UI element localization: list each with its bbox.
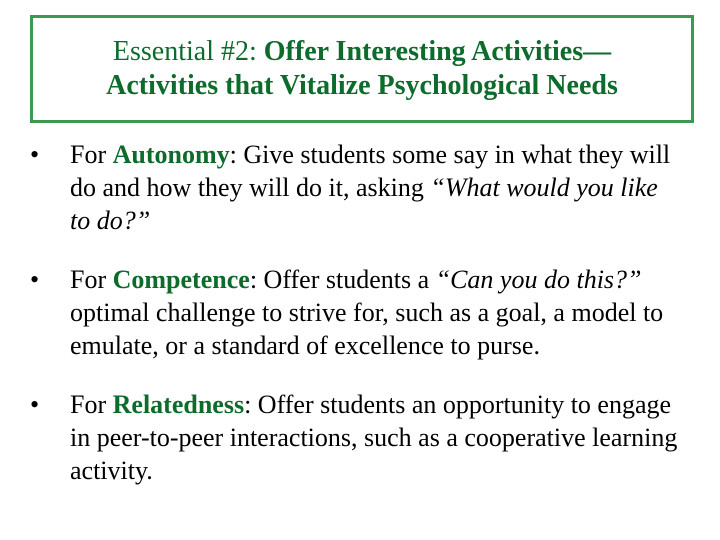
bullet-quote: “Can you do this?” [435,265,642,294]
bullet-quote: “What would you like to do?” [70,173,658,235]
bullet-text: : Offer students a [249,265,436,294]
bullet-dot-icon: • [30,265,40,294]
bullet-lead: For [70,140,113,169]
title-prefix: Essential #2: [112,36,264,67]
title-bold-line-1: Offer Interesting Activities— [263,36,612,67]
bullet-term: Competence [112,265,250,294]
title-line-1 [113,35,611,69]
bullet-text-tail: optimal challenge to strive for, such as a goal, a model to emulate, or a standard of excellence to purse. [70,298,664,360]
bullet-lead: For [70,265,113,294]
bullet-competence [30,263,680,362]
bullet-relatedness [30,388,680,487]
slide-title-box [30,15,694,123]
bullet-text: : Offer students an opportunity to engage in peer-to-peer interactions, such as a cooperative learning activity. [70,390,678,485]
bullet-list [30,138,680,513]
bullet-dot-icon: • [30,140,40,169]
bullet-autonomy [30,138,680,237]
title-bold-line-2: Activities that Vitalize Psychological Needs [106,70,618,101]
bullet-text: : Give students some say in what they will do and how they will do it, asking [70,140,671,202]
bullet-lead: For [70,390,113,419]
title-line-2 [106,69,618,103]
bullet-term: Autonomy [112,140,230,169]
bullet-term: Relatedness [112,390,245,419]
bullet-dot-icon: • [30,390,40,419]
